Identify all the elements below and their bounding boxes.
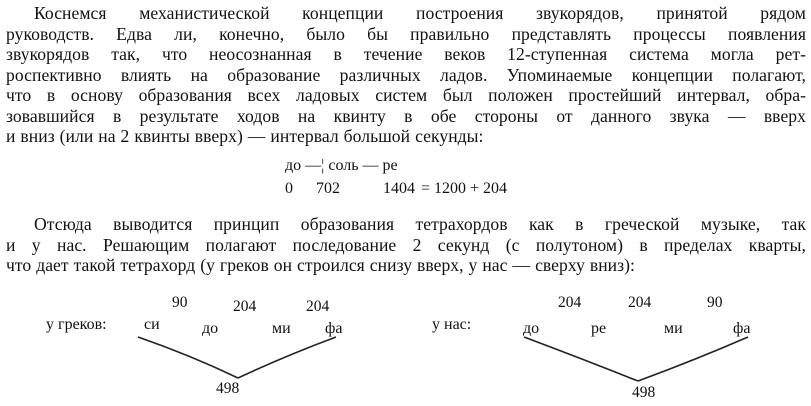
formula-notes: до —¦ соль — ре (285, 157, 398, 174)
text-line: руководств. Едва ли, конечно, было бы правильно представлять процессы появления (6, 23, 806, 44)
text-line: Коснемся механистической концепции построения звукорядов, принятой рядом (34, 3, 806, 23)
greek-note-si: си (144, 316, 160, 333)
greek-interval-2: 204 (233, 298, 257, 315)
greek-note-mi: ми (272, 320, 291, 337)
ours-interval-1: 204 (558, 294, 582, 311)
text-line: и у нас. Решающим полагают последование 2 секунд (с полутоном) в пределах кварты, (6, 234, 806, 255)
ours-interval-3: 90 (707, 294, 723, 311)
greek-interval-1: 90 (172, 294, 188, 311)
text-line: звукорядов так, что неосознанная в течение веков 12-ступенная система могла рет- (6, 44, 806, 64)
text-line: что дает такой тетрахорд (у греков он строился снизу вверх, у нас — сверху вниз): (6, 255, 635, 275)
formula-cents-0: 0 (285, 180, 293, 197)
text-line: Отсюда выводится принцип образования тетрахордов как в греческой музыке, так (34, 214, 806, 234)
ours-total: 498 (632, 384, 656, 401)
text-line: роспективно влиять на образование различных ладов. Упоминаемые концепции полагают, (6, 64, 806, 85)
text-line: что в основу образования всех ладовых систем был положен простейший интервал, обра- (6, 85, 806, 105)
ours-note-mi: ми (664, 320, 683, 337)
formula-sum: = 1200 + 204 (421, 180, 508, 197)
ours-label: у нас: (432, 316, 472, 333)
text-line: зовавшийся в результате ходов на квинту в обе стороны от данного звука — вверх (6, 105, 806, 126)
ours-note-do: до (523, 320, 540, 337)
text-line: и вниз (или на 2 квинты вверх) — интервал большой секунды: (6, 126, 484, 146)
ours-note-fa: фа (733, 320, 751, 337)
ours-note-re: ре (591, 320, 607, 337)
formula-cents-1404: 1404 (383, 180, 415, 197)
greek-label: у греков: (46, 316, 107, 333)
greek-interval-3: 204 (306, 298, 330, 315)
ours-interval-2: 204 (628, 294, 652, 311)
formula-cents-702: 702 (316, 180, 340, 197)
greek-note-do: до (202, 320, 219, 337)
ours-bracket-left (524, 337, 638, 381)
greek-bracket-left (138, 337, 238, 378)
greek-total: 498 (216, 380, 240, 397)
ours-bracket-right (638, 337, 748, 381)
greek-note-fa: фа (325, 320, 343, 337)
greek-bracket-right (238, 337, 336, 378)
